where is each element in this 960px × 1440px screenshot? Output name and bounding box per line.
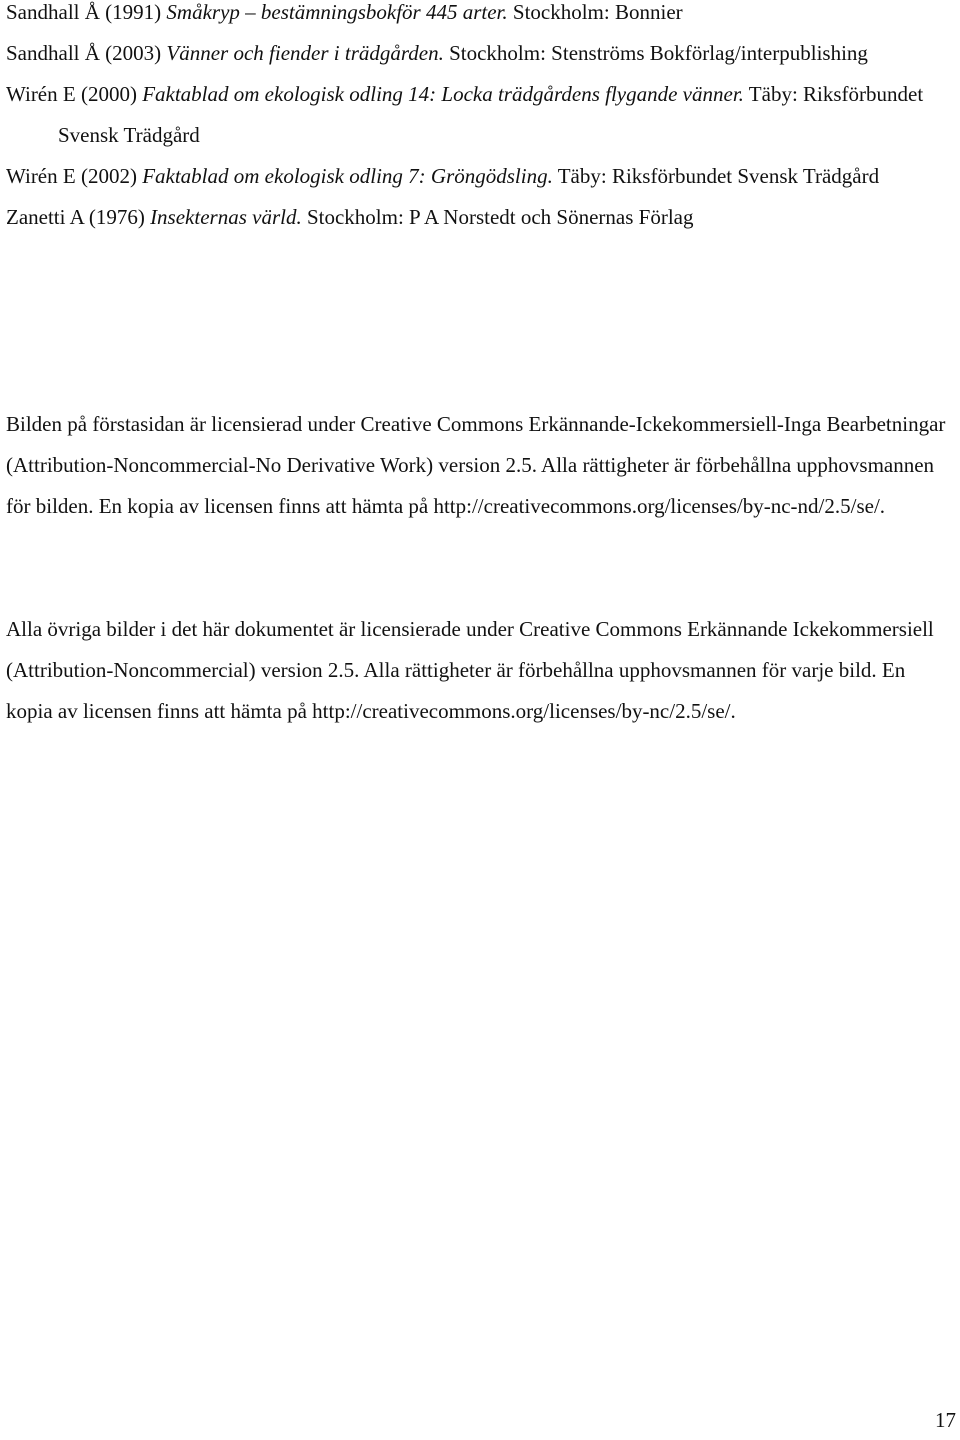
reference-publisher: Stockholm: Bonnier — [507, 0, 683, 24]
reference-item — [6, 74, 946, 156]
reference-title: Faktablad om ekologisk odling 7: Gröngödsling. — [142, 164, 553, 188]
reference-title: Småkryp – bestämningsbokför 445 arter. — [166, 0, 508, 24]
reference-publisher: Täby: Riksförbundet Svensk Trädgård — [58, 82, 924, 147]
reference-author: Sandhall Å (2003) — [6, 41, 167, 65]
reference-title: Insekternas värld. — [150, 205, 302, 229]
reference-publisher: Stockholm: P A Norstedt och Sönernas Förlag — [301, 205, 694, 229]
reference-author: Wirén E (2000) — [6, 82, 143, 106]
reference-title: Vänner och fiender i trädgården. — [166, 41, 444, 65]
page-number: 17 — [935, 1408, 956, 1432]
reference-item — [6, 197, 946, 238]
reference-title: Faktablad om ekologisk odling 14: Locka trädgårdens flygande vänner. — [142, 82, 744, 106]
reference-item — [6, 156, 946, 197]
license-paragraph-other-images: Alla övriga bilder i det här dokumentet är licensierade under Creative Commons Erkännande Ickekommersiell (Attribution-Noncommercial) version 2.5. Alla rättigheter är förbehållna upphovsmannen för varje bild. En kopia av licensen finns att hämta på http://creativecommons.org/licenses/by-nc/2.5/se/. — [6, 617, 934, 723]
reference-author: Sandhall Å (1991) — [6, 0, 167, 24]
reference-item — [6, 33, 946, 74]
reference-author: Zanetti A (1976) — [6, 205, 151, 229]
reference-author: Wirén E (2002) — [6, 164, 143, 188]
reference-publisher: Stockholm: Stenströms Bokförlag/interpublishing — [443, 41, 868, 65]
reference-publisher: Täby: Riksförbundet Svensk Trädgård — [552, 164, 880, 188]
reference-item — [6, 0, 946, 33]
license-paragraph-cover-image: Bilden på förstasidan är licensierad under Creative Commons Erkännande-Ickekommersiell-Inga Bearbetningar (Attribution-Noncommercial-No Derivative Work) version 2.5. Alla rättigheter är förbehållna upphovsmannen för bilden. En kopia av licensen finns att hämta på http://creativecommons.org/licenses/by-nc-nd/2.5/se/. — [6, 412, 946, 518]
reference-list — [6, 0, 946, 238]
